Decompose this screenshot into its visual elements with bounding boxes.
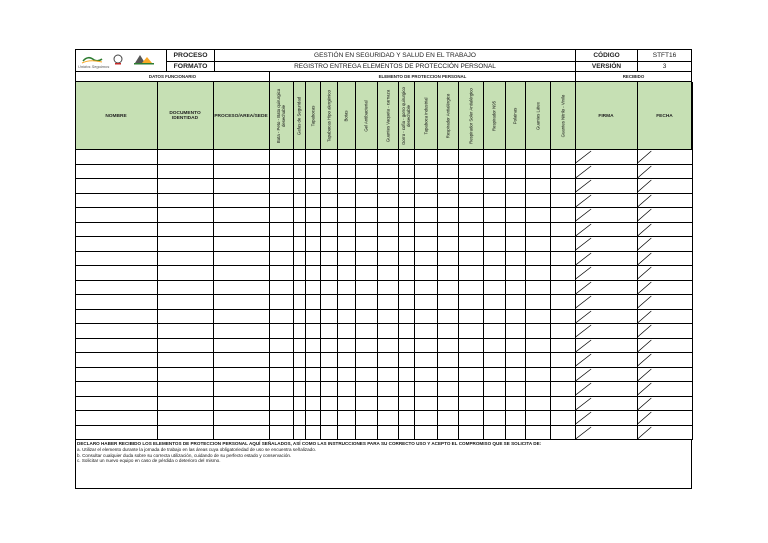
firma-cell[interactable] xyxy=(575,179,637,194)
fecha-cell[interactable] xyxy=(637,165,692,180)
firma-cell[interactable] xyxy=(575,266,637,281)
column-fecha: FECHA xyxy=(656,113,673,119)
column-element-10 xyxy=(437,82,458,150)
column-element-7 xyxy=(377,82,398,150)
group-elementos-proteccion: ELEMENTO DE PROTECCION PERSONAL xyxy=(269,72,575,82)
logo xyxy=(75,49,166,72)
column-element-14 xyxy=(525,82,550,150)
declaration-box xyxy=(75,440,692,489)
firma-cell[interactable] xyxy=(575,368,637,383)
version-value: 3 xyxy=(637,61,692,72)
fecha-cell[interactable] xyxy=(637,339,692,354)
column-element-15 xyxy=(550,82,575,150)
firma-cell[interactable] xyxy=(575,237,637,252)
fecha-cell[interactable] xyxy=(637,382,692,397)
declaration-title: DECLARO HABER RECIBIDO LOS ELEMENTOS DE PROTECCION PERSONAL AQUÍ SEÑALADOS, ASÍ COMO LAS INSTRUCCIONES PARA SU CORRECTO USO Y ACEPTO EL COMPROMISO QUE SE SOLICITA DE: xyxy=(77,441,542,446)
declaration-item-a: a. Utilizar el elemento durante la jornada de trabajo en las áreas cuya obligatoriedad de uso se encuentra señalizado. xyxy=(77,446,317,452)
fecha-cell[interactable] xyxy=(637,281,692,296)
column-element-label: Gel Antibacterial xyxy=(363,100,369,132)
fecha-cell[interactable] xyxy=(637,223,692,238)
column-element-label: Botas xyxy=(343,110,349,122)
column-element-1 xyxy=(269,82,293,150)
column-element-label: Gorro - cofia - gorro quirurgico desechable xyxy=(401,87,411,145)
column-element-label: Polainas xyxy=(512,107,518,125)
firma-cell[interactable] xyxy=(575,281,637,296)
column-element-3 xyxy=(305,82,320,150)
column-element-label: Guantes Vaqueta - carnaza xyxy=(385,89,390,143)
group-recibido: RECIBIDO xyxy=(575,72,692,82)
fecha-cell[interactable] xyxy=(637,324,692,339)
column-element-label: Respirador Soler Antialérgico xyxy=(468,88,473,144)
logo-caption: Unidos Seguimos xyxy=(78,64,110,69)
firma-cell[interactable] xyxy=(575,208,637,223)
formato-value: REGISTRO ENTREGA ELEMENTOS DE PROTECCIÓN PERSONAL xyxy=(214,61,575,72)
group-datos-funcionario: DATOS FUNCIONARIO xyxy=(75,72,269,82)
codigo-label: CÓDIGO xyxy=(575,49,637,61)
fecha-cell[interactable] xyxy=(637,266,692,281)
fecha-cell[interactable] xyxy=(637,368,692,383)
fecha-cell[interactable] xyxy=(637,397,692,412)
proceso-label: PROCESO xyxy=(166,49,214,61)
fecha-cell[interactable] xyxy=(637,411,692,426)
column-element-label: Tapabocas xyxy=(310,105,315,127)
firma-cell[interactable] xyxy=(575,411,637,426)
formato-label: FORMATO xyxy=(166,61,214,72)
column-element-9 xyxy=(414,82,437,150)
declaration-item-c: c. Solicitar un nuevo equipo en caso de pérdida o deterioro del mismo. xyxy=(77,458,221,464)
codigo-value: STFT16 xyxy=(637,49,692,61)
firma-cell[interactable] xyxy=(575,353,637,368)
firma-cell[interactable] xyxy=(575,397,637,412)
column-proceso: PROCESO/AREA/SEDE xyxy=(214,113,268,119)
firma-cell[interactable] xyxy=(575,165,637,180)
column-element-label: Guantes Látex xyxy=(535,102,540,130)
fecha-cell[interactable] xyxy=(637,194,692,209)
fecha-cell[interactable] xyxy=(637,252,692,267)
fecha-cell[interactable] xyxy=(637,237,692,252)
column-firma: FIRMA xyxy=(598,113,614,119)
firma-cell[interactable] xyxy=(575,324,637,339)
fecha-cell[interactable] xyxy=(637,295,692,310)
column-element-5 xyxy=(337,82,355,150)
column-element-6 xyxy=(355,82,377,150)
proceso-value: GESTIÓN EN SEGURIDAD Y SALUD EN EL TRABAJO xyxy=(214,49,575,61)
column-element-label: Tapaboca industrial xyxy=(423,97,428,135)
firma-cell[interactable] xyxy=(575,194,637,209)
column-element-label: Respirador N95 xyxy=(491,100,497,132)
firma-cell[interactable] xyxy=(575,382,637,397)
fecha-cell[interactable] xyxy=(637,179,692,194)
fecha-cell[interactable] xyxy=(637,150,692,165)
firma-cell[interactable] xyxy=(575,295,637,310)
column-documento: DOCUMENTO IDENTIDAD xyxy=(169,111,201,121)
version-label: VERSIÓN xyxy=(575,61,637,72)
firma-cell[interactable] xyxy=(575,150,637,165)
column-element-12 xyxy=(483,82,505,150)
column-element-label: Bata - Peto - Bata quirurgica desechable xyxy=(276,88,286,144)
column-element-2 xyxy=(293,82,305,150)
grid-vline xyxy=(692,82,693,440)
column-element-8 xyxy=(398,82,414,150)
firma-cell[interactable] xyxy=(575,223,637,238)
fecha-cell[interactable] xyxy=(637,426,692,441)
column-element-label: Respirador Antialérgico xyxy=(445,93,450,139)
column-nombre: NOMBRE xyxy=(105,113,127,119)
column-element-13 xyxy=(505,82,525,150)
fecha-cell[interactable] xyxy=(637,310,692,325)
column-element-label: Gafas de Seguridad xyxy=(296,96,302,136)
firma-cell[interactable] xyxy=(575,426,637,441)
fecha-cell[interactable] xyxy=(637,353,692,368)
column-element-label: Guantes Nitrilo - Vinilo xyxy=(560,94,565,138)
column-element-label: Tapabocas Hipo alergénico xyxy=(326,90,331,142)
firma-cell[interactable] xyxy=(575,310,637,325)
firma-cell[interactable] xyxy=(575,252,637,267)
fecha-cell[interactable] xyxy=(637,208,692,223)
column-element-4 xyxy=(320,82,337,150)
column-element-11 xyxy=(458,82,483,150)
firma-cell[interactable] xyxy=(575,339,637,354)
declaration-item-b: b. Consultar cualquier duda sobre su correcta utilización, cuidando de su perfecto estado y conservación. xyxy=(77,452,292,458)
